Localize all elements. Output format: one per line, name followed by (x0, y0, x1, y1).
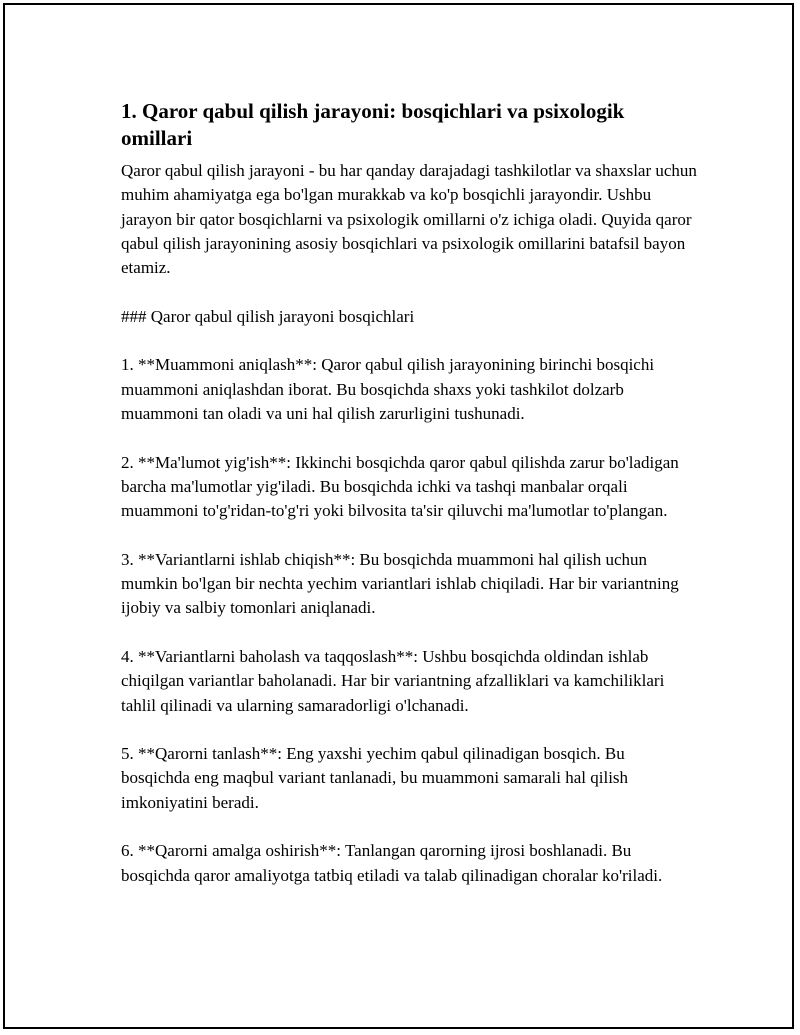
document-body (121, 98, 697, 912)
intro-paragraph: Qaror qabul qilish jarayoni - bu har qanday darajadagi tashkilotlar va shaxslar uchun muhim ahamiyatga ega bo'lgan murakkab va ko'p bosqichli jarayondir. Ushbu jarayon bir qator bosqichlarni va psixologik omillarni o'z ichiga oladi. Quyida qaror qabul qilish jarayonining asosiy bosqichlari va psixologik omillarini batafsil bayon etamiz. (121, 161, 697, 278)
step-1-paragraph: 1. **Muammoni aniqlash**: Qaror qabul qilish jarayonining birinchi bosqichi muammoni aniqlashdan iborat. Bu bosqichda shaxs yoki tashkilot dolzarb muammoni tan oladi va uni hal qilish zarurligini tushunadi. (121, 355, 655, 423)
step-2-paragraph: 2. **Ma'lumot yig'ish**: Ikkinchi bosqichda qaror qabul qilishda zarur bo'ladigan barcha ma'lumotlar yig'iladi. Bu bosqichda ichki va tashqi manbalar orqali muammoni to'g'ridan-to'g'ri yoki bilvosita ta'sir qiluvchi ma'lumotlar to'plangan. (121, 452, 679, 521)
step-6-paragraph: 6. **Qarorni amalga oshirish**: Tanlangan qarorning ijrosi boshlanadi. Bu bosqichda qaror amaliyotga tatbiq etiladi va talab qilinadigan choralar ko'riladi. (121, 841, 663, 885)
step-4-paragraph: 4. **Variantlarni baholash va taqqoslash**: Ushbu bosqichda oldindan ishlab chiqilgan variantlar baholanadi. Har bir variantning afzalliklari va kamchiliklari tahlil qilinadi va ularning samaradorligi o'lchanadi. (121, 646, 665, 715)
document-title: 1. Qaror qabul qilish jarayoni: bosqichlari va psixologik omillari (121, 99, 625, 150)
section-heading: ### Qaror qabul qilish jarayoni bosqichlari (121, 306, 415, 326)
step-3-paragraph: 3. **Variantlarni ishlab chiqish**: Bu bosqichda muammoni hal qilish uchun mumkin bo'lgan bir nechta yechim variantlari ishlab chiqiladi. Har bir variantning ijobiy va salbiy tomonlari aniqlanadi. (121, 549, 679, 618)
page-frame (3, 3, 794, 1029)
step-5-paragraph: 5. **Qarorni tanlash**: Eng yaxshi yechim qabul qilinadigan bosqich. Bu bosqichda eng maqbul variant tanlanadi, bu muammoni samarali hal qilish imkoniyatini beradi. (121, 744, 629, 812)
